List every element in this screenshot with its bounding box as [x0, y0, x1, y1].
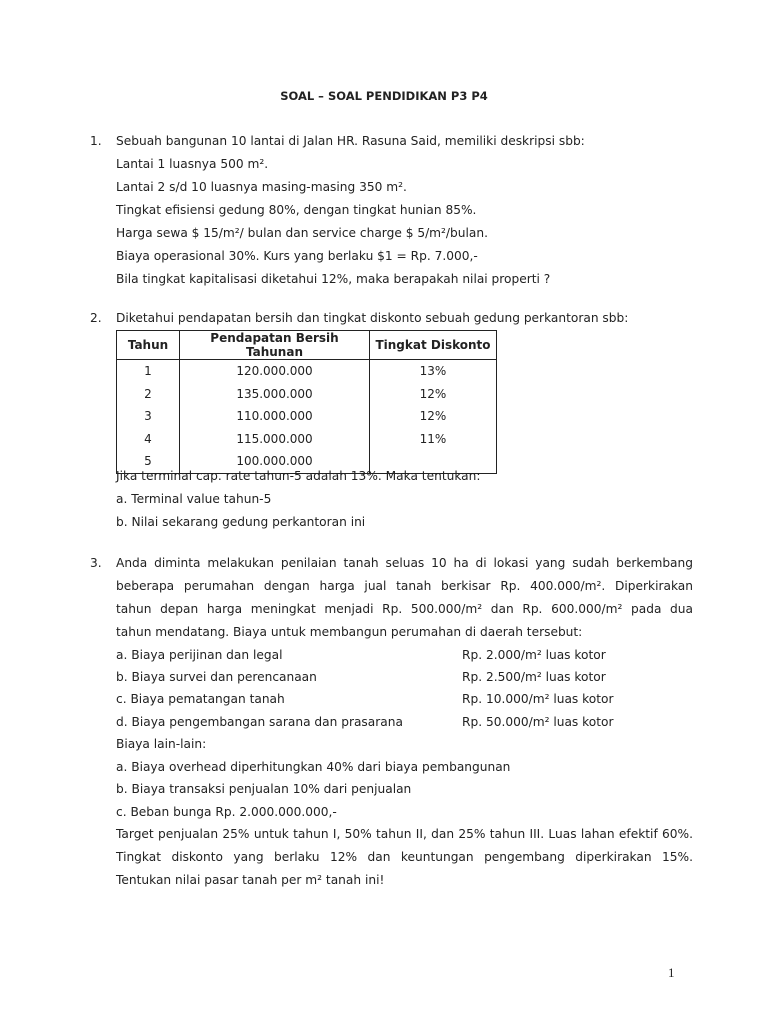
- cell-rate: 12%: [370, 383, 497, 406]
- q3-closing: Tentukan nilai pasar tanah per m² tanah ini!: [116, 873, 385, 887]
- q3-para: tahun depan harga meningkat menjadi Rp. 500.000/m² dan Rp. 600.000/m² pada dua: [116, 602, 693, 616]
- cell-rate: 11%: [370, 428, 497, 451]
- header-pendapatan: Pendapatan Bersih Tahunan: [180, 331, 370, 360]
- q3-closing: Tingkat diskonto yang berlaku 12% dan keuntungan pengembang diperkirakan 15%.: [116, 850, 693, 864]
- cell-year: 4: [117, 428, 180, 451]
- cell-income: 120.000.000: [180, 360, 370, 383]
- question-3-number: 3.: [90, 556, 102, 570]
- cost-value: Rp. 2.000/m² luas kotor: [462, 648, 606, 662]
- q2-after: Jika terminal cap. rate tahun-5 adalah 13%. Maka tentukan:: [116, 469, 481, 483]
- cell-income: 115.000.000: [180, 428, 370, 451]
- cell-income: 110.000.000: [180, 405, 370, 428]
- q3-para: beberapa perumahan dengan harga jual tanah berkisar Rp. 400.000/m². Diperkirakan: [116, 579, 693, 593]
- question-2-number: 2.: [90, 311, 102, 325]
- other-costs-title: Biaya lain-lain:: [116, 737, 207, 751]
- q2-item: b. Nilai sekarang gedung perkantoran ini: [116, 515, 366, 529]
- cost-label: b. Biaya survei dan perencanaan: [116, 670, 317, 684]
- q2-intro: Diketahui pendapatan bersih dan tingkat diskonto sebuah gedung perkantoran sbb:: [116, 311, 629, 325]
- cost-value: Rp. 10.000/m² luas kotor: [462, 692, 614, 706]
- table-row: [117, 428, 497, 451]
- header-diskonto: Tingkat Diskonto: [370, 331, 497, 360]
- cell-income: 135.000.000: [180, 383, 370, 406]
- page-number: 1: [668, 965, 675, 980]
- table-row: [117, 405, 497, 428]
- table-row: [117, 360, 497, 383]
- question-1-number: 1.: [90, 134, 102, 148]
- q1-line: Sebuah bangunan 10 lantai di Jalan HR. Rasuna Said, memiliki deskripsi sbb:: [116, 134, 585, 148]
- q2-item: a. Terminal value tahun-5: [116, 492, 272, 506]
- cell-year: 2: [117, 383, 180, 406]
- cell-rate: 13%: [370, 360, 497, 383]
- q1-line: Bila tingkat kapitalisasi diketahui 12%, maka berapakah nilai properti ?: [116, 272, 551, 286]
- cell-year: 1: [117, 360, 180, 383]
- q1-line: Lantai 1 luasnya 500 m².: [116, 157, 269, 171]
- q3-para: Anda diminta melakukan penilaian tanah seluas 10 ha di lokasi yang sudah berkembang: [116, 556, 693, 570]
- table-row: [117, 383, 497, 406]
- q1-line: Harga sewa $ 15/m²/ bulan dan service charge $ 5/m²/bulan.: [116, 226, 488, 240]
- cost-value: Rp. 2.500/m² luas kotor: [462, 670, 606, 684]
- income-table: [116, 330, 497, 474]
- header-tahun: Tahun: [117, 331, 180, 360]
- q3-para: tahun mendatang. Biaya untuk membangun perumahan di daerah tersebut:: [116, 625, 583, 639]
- cell-year: 3: [117, 405, 180, 428]
- cost-label: d. Biaya pengembangan sarana dan prasarana: [116, 715, 403, 729]
- cost-label: c. Biaya pematangan tanah: [116, 692, 285, 706]
- cell-rate: 12%: [370, 405, 497, 428]
- q3-closing: Target penjualan 25% untuk tahun I, 50% tahun II, dan 25% tahun III. Luas lahan efektif 60%.: [116, 827, 693, 841]
- other-cost: a. Biaya overhead diperhitungkan 40% dari biaya pembangunan: [116, 760, 511, 774]
- cost-value: Rp. 50.000/m² luas kotor: [462, 715, 614, 729]
- other-cost: b. Biaya transaksi penjualan 10% dari penjualan: [116, 782, 412, 796]
- q1-line: Lantai 2 s/d 10 luasnya masing-masing 350 m².: [116, 180, 407, 194]
- cost-label: a. Biaya perijinan dan legal: [116, 648, 283, 662]
- q1-line: Tingkat efisiensi gedung 80%, dengan tingkat hunian 85%.: [116, 203, 477, 217]
- table-header-row: [117, 331, 497, 360]
- cell-year: 5: [117, 450, 180, 473]
- document-title: SOAL – SOAL PENDIDIKAN P3 P4: [280, 89, 488, 103]
- cell-income: 100.000.000: [180, 450, 370, 473]
- q1-line: Biaya operasional 30%. Kurs yang berlaku $1 = Rp. 7.000,-: [116, 249, 478, 263]
- other-cost: c. Beban bunga Rp. 2.000.000.000,-: [116, 805, 337, 819]
